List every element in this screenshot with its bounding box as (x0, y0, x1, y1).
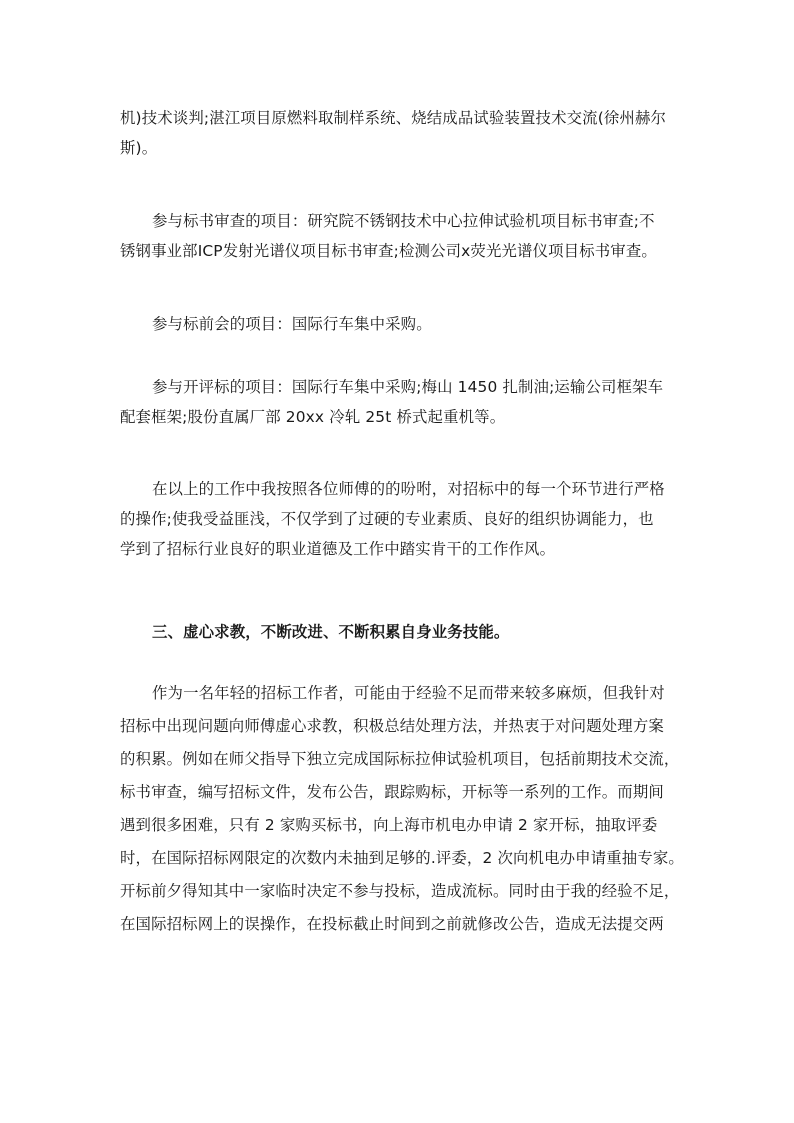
text-line: 招标中出现问题向师傅虚心求教，积极总结处理方法，并热衷于对问题处理方案 (120, 717, 664, 735)
text-line: 在以上的工作中我按照各位师傅的的吩咐，对招标中的每一个环节进行严格 (152, 480, 665, 498)
text-line: 斯)。 (120, 139, 158, 157)
text-line: 机)技术谈判;湛江项目原燃料取制样系统、烧结成品试验装置技术交流(徐州赫尔 (120, 109, 667, 127)
paragraph-bid-review-projects (120, 206, 676, 266)
text-line: 在国际招标网上的误操作，在投标截止时间到之前就修改公告，造成无法提交两 (120, 915, 664, 933)
section-heading-three (120, 617, 676, 647)
text-line: 参与标前会的项目：国际行车集中采购。 (152, 315, 432, 333)
text-line: 标书审查，编写招标文件，发布公告，跟踪购标，开标等一系列的工作。而期间 (120, 783, 664, 801)
paragraph-technical-exchange-continuation (120, 103, 676, 163)
text-line: 时，在国际招标网限定的次数内未抽到足够的.评委，2 次向机电办申请重抽专家。 (120, 849, 684, 867)
paragraph-learning-experience (120, 678, 684, 939)
text-line: 学到了招标行业良好的职业道德及工作中踏实肯干的工作作风。 (120, 540, 556, 558)
section-heading-text: 三、虚心求教，不断改进、不断积累自身业务技能。 (152, 623, 510, 641)
text-line: 锈钢事业部ICP发射光谱仪项目标书审查;检测公司x荧光光谱仪项目标书审查。 (120, 242, 657, 260)
text-line: 参与开评标的项目：国际行车集中采购;梅山 1450 扎制油;运输公司框架车 (152, 378, 664, 396)
text-line: 的操作;使我受益匪浅，不仅学到了过硬的专业素质、良好的组织协调能力，也 (120, 510, 654, 528)
paragraph-bid-opening-projects (120, 372, 676, 432)
paragraph-work-summary (120, 474, 676, 564)
text-line: 配套框架;股份直属厂部 20xx 冷轧 25t 桥式起重机等。 (120, 408, 506, 426)
text-line: 的积累。例如在师父指导下独立完成国际标拉伸试验机项目，包括前期技术交流， (120, 750, 680, 768)
text-line: 作为一名年轻的招标工作者，可能由于经验不足而带来较多麻烦，但我针对 (152, 684, 665, 702)
text-line: 参与标书审查的项目：研究院不锈钢技术中心拉伸试验机项目标书审查;不 (152, 212, 655, 230)
text-line: 遇到很多困难，只有 2 家购买标书，向上海市机电办申请 2 家开标，抽取评委 (120, 816, 658, 834)
paragraph-pre-bid-meeting (120, 309, 676, 339)
text-line: 开标前夕得知其中一家临时决定不参与投标，造成流标。同时由于我的经验不足， (120, 882, 680, 900)
